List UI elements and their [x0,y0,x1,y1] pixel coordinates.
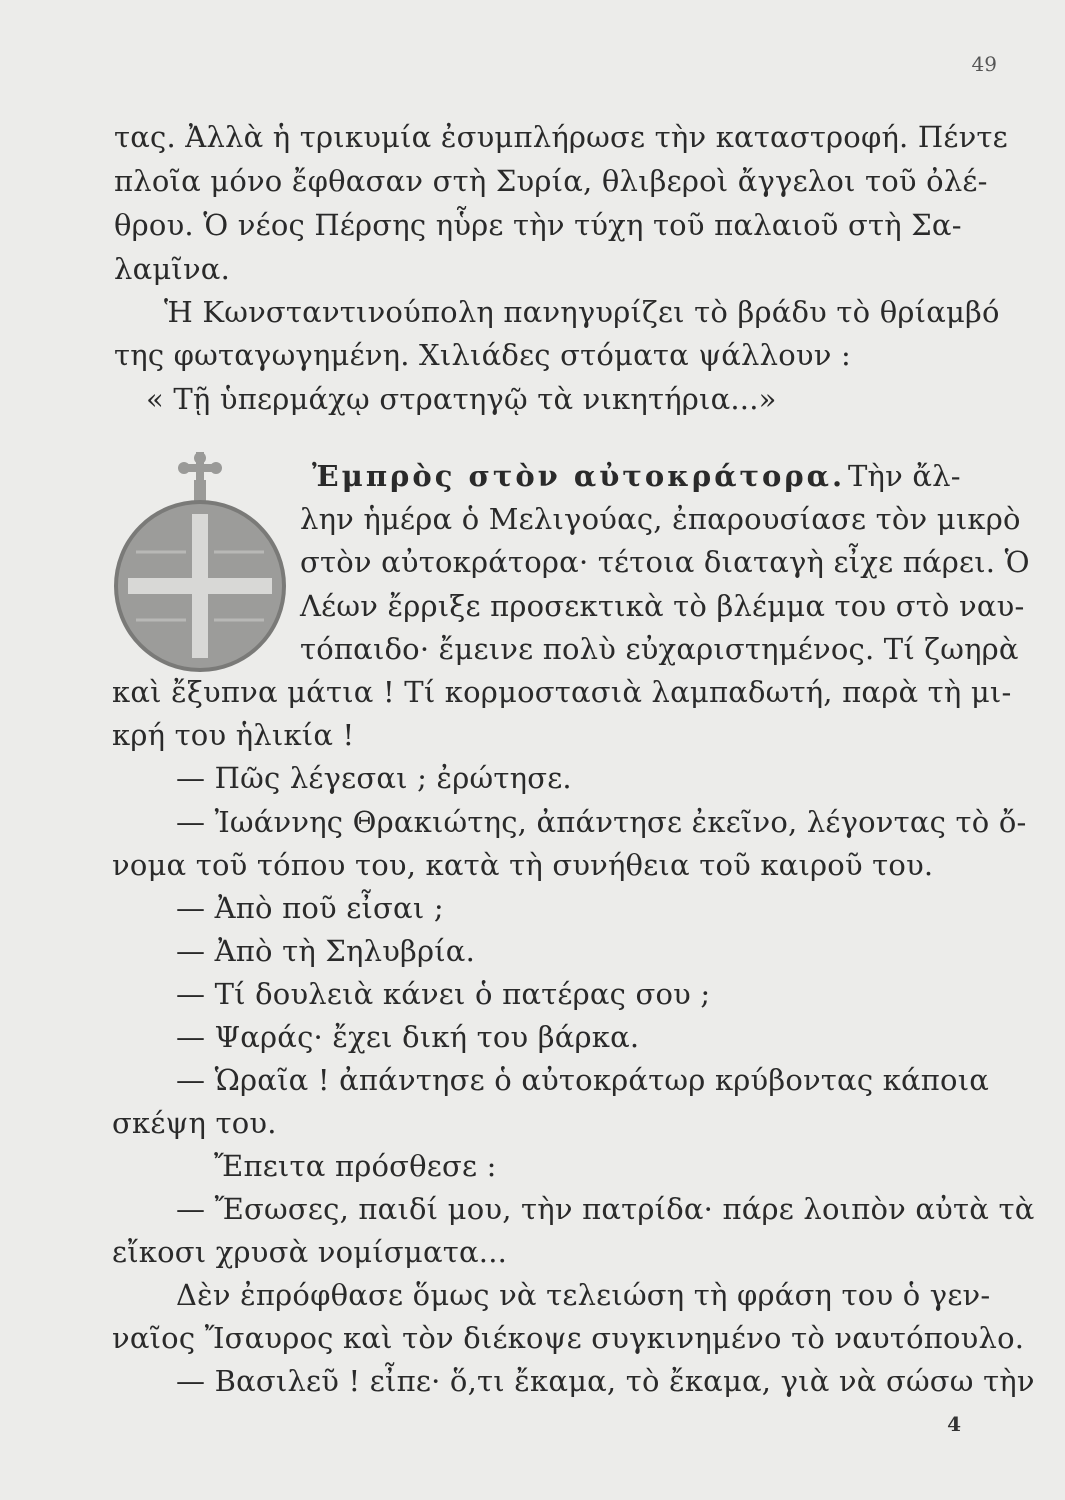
text-line: εἴκοσι χρυσὰ νομίσματα... [112,1235,508,1269]
page-number: 49 [971,52,997,76]
text-line: Ἔπειτα πρόσθεσε : [214,1149,497,1183]
text-line: τας. Ἀλλὰ ἡ τρικυμία ἐσυμπλήρωσε τὴν καταστροφή. Πέντε [114,120,1008,154]
text-line: τόπαιδο· ἔμεινε πολὺ εὐχαριστημένος. Τί ζωηρὰ [300,632,1019,666]
text-line: Τὴν ἄλ- [848,459,961,493]
dialogue-line: — Ἰωάννης Θρακιώτης, ἀπάντησε ἐκεῖνο, λέγοντας τὸ ὄ- [176,805,1027,839]
text-line: Ἡ Κωνσταντινούπολη πανηγυρίζει τὸ βράδυ τὸ θρίαμβό [164,295,1000,329]
text-line: πλοῖα μόνο ἔφθασαν στὴ Συρία, θλιβεροὶ ἄγγελοι τοῦ ὀλέ- [114,164,988,198]
text-line: ναῖος Ἴσαυρος καὶ τὸν διέκοψε συγκινημένο τὸ ναυτόπουλο. [112,1321,1025,1355]
hymn-quote: « Τῇ ὑπερμάχῳ στρατηγῷ τὰ νικητήρια...» [146,382,777,416]
text-line: Δὲν ἐπρόφθασε ὅμως νὰ τελειώση τὴ φράση του ὁ γεν- [176,1278,991,1312]
text-line: σκέψη του. [112,1106,277,1140]
text-line: κρή του ἡλικία ! [112,718,355,752]
text-line: Λέων ἔρριξε προσεκτικὰ τὸ βλέμμα του στὸ ναυ- [300,589,1025,623]
signature-mark: 4 [947,1412,961,1436]
text-line: θρου. Ὁ νέος Πέρσης ηὗρε τὴν τύχη τοῦ παλαιοῦ στὴ Σα- [114,208,962,242]
dialogue-line: — Ἀπὸ τὴ Σηλυβρία. [176,934,476,968]
text-line: λην ἡμέρα ὁ Μελιγούας, ἐπαρουσίασε τὸν μικρὸ [300,502,1021,536]
section-heading: Ἐμπρὸς στὸν αὐτοκράτορα. [312,459,846,493]
dialogue-line: — Ἀπὸ ποῦ εἶσαι ; [176,891,444,925]
dialogue-line: — Βασιλεῦ ! εἶπε· ὅ,τι ἔκαμα, τὸ ἔκαμα, γιὰ νὰ σώσω τὴν [176,1364,1035,1398]
text-line: στὸν αὐτοκράτορα· τέτοια διαταγὴ εἶχε πάρει. Ὁ [300,545,1030,579]
dialogue-line: — Ἔσωσες, παιδί μου, τὴν πατρίδα· πάρε λοιπὸν αὐτὰ τὰ [176,1192,1035,1226]
text-line: νομα τοῦ τόπου του, κατὰ τὴ συνήθεια τοῦ καιροῦ του. [112,848,934,882]
dialogue-line: — Τί δουλειὰ κάνει ὁ πατέρας σου ; [176,977,711,1011]
dialogue-line: — Ψαράς· ἔχει δική του βάρκα. [176,1020,640,1054]
dialogue-line: — Πῶς λέγεσαι ; ἐρώτησε. [176,761,572,795]
text-line: της φωταγωγημένη. Χιλιάδες στόματα ψάλλουν : [114,338,851,372]
text-line: καὶ ἔξυπνα μάτια ! Τί κορμοστασιὰ λαμπαδωτή, παρὰ τὴ μι- [112,675,1012,709]
cross-medallion-icon [112,452,288,682]
text-line: λαμῖνα. [114,252,231,286]
dialogue-line: — Ὡραῖα ! ἀπάντησε ὁ αὐτοκράτωρ κρύβοντας κάποια [176,1063,990,1097]
